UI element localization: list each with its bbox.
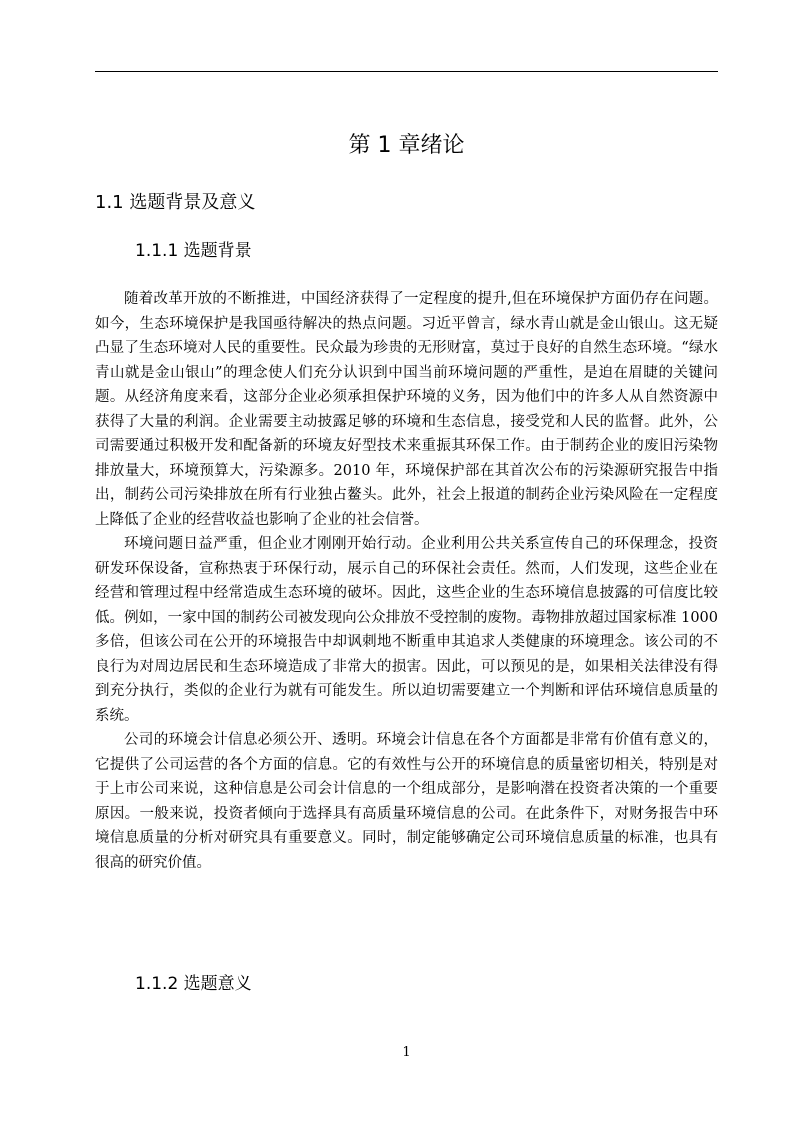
header-rule — [95, 71, 718, 72]
section-heading-1-1-1: 1.1.1 选题背景 — [135, 241, 252, 261]
paragraph-2: 环境问题日益严重，但企业才刚刚开始行动。企业利用公共关系宣传自己的环保理念，投资研发环保设备，宣称热衷于环保行动，展示自己的环保社会责任。然而，人们发现，这些企业在经营和管理过程中经常造成生态环境的破坏。因此，这些企业的生态环境信息披露的可信度比较低。例如，一家中国的制药公司被发现向公众排放不受控制的废物。毒物排放超过国家标准 1000 多倍，但该公司在公开的环境报告中却讽刺地不断重申其追求人类健康的环境理念。该公司的不良行为对周边居民和生态环境造成了非常大的损害。因此，可以预见的是，如果相关法律没有得到充分执行，类似的企业行为就有可能发生。所以迫切需要建立一个判断和评估环境信息质量的系统。 — [95, 536, 718, 724]
paragraph-1: 随着改革开放的不断推进，中国经济获得了一定程度的提升,但在环境保护方面仍存在问题。如今，生态环境保护是我国亟待解决的热点问题。习近平曾言，绿水青山就是金山银山。这无疑凸显了生态环境对人民的重要性。民众最为珍贵的无形财富，莫过于良好的自然生态环境。“绿水青山就是金山银山”的理念使人们充分认识到中国当前环境问题的严重性，是迫在眉睫的关键问题。从经济角度来看，这部分企业必须承担保护环境的义务，因为他们中的许多人从自然资源中获得了大量的利润。企业需要主动披露足够的环境和生态信息，接受党和人民的监督。此外，公司需要通过积极开发和配备新的环境友好型技术来重振其环保工作。由于制药企业的废旧污染物排放量大，环境预算大，污染源多。2010 年，环境保护部在其首次公布的污染源研究报告中指出，制药公司污染排放在所有行业独占鳌头。此外，社会上报道的制药企业污染风险在一定程度上降低了企业的经营收益也影响了企业的社会信誉。 — [95, 291, 718, 528]
chapter-title: 第 1 章绪论 — [348, 133, 465, 158]
page-number: 1 — [402, 1045, 411, 1060]
body-text — [95, 287, 718, 875]
section-heading-1-1-2: 1.1.2 选题意义 — [135, 974, 252, 994]
section-heading-1-1: 1.1 选题背景及意义 — [95, 192, 256, 213]
paragraph-3: 公司的环境会计信息必须公开、透明。环境会计信息在各个方面都是非常有价值有意义的，它提供了公司运营的各个方面的信息。它的有效性与公开的环境信息的质量密切相关，特别是对于上市公司来说，这种信息是公司会计信息的一个组成部分，是影响潜在投资者决策的一个重要原因。一般来说，投资者倾向于选择具有高质量环境信息的公司。在此条件下，对财务报告中环境信息质量的分析对研究具有重要意义。同时，制定能够确定公司环境信息质量的标准，也具有很高的研究价值。 — [95, 732, 718, 871]
